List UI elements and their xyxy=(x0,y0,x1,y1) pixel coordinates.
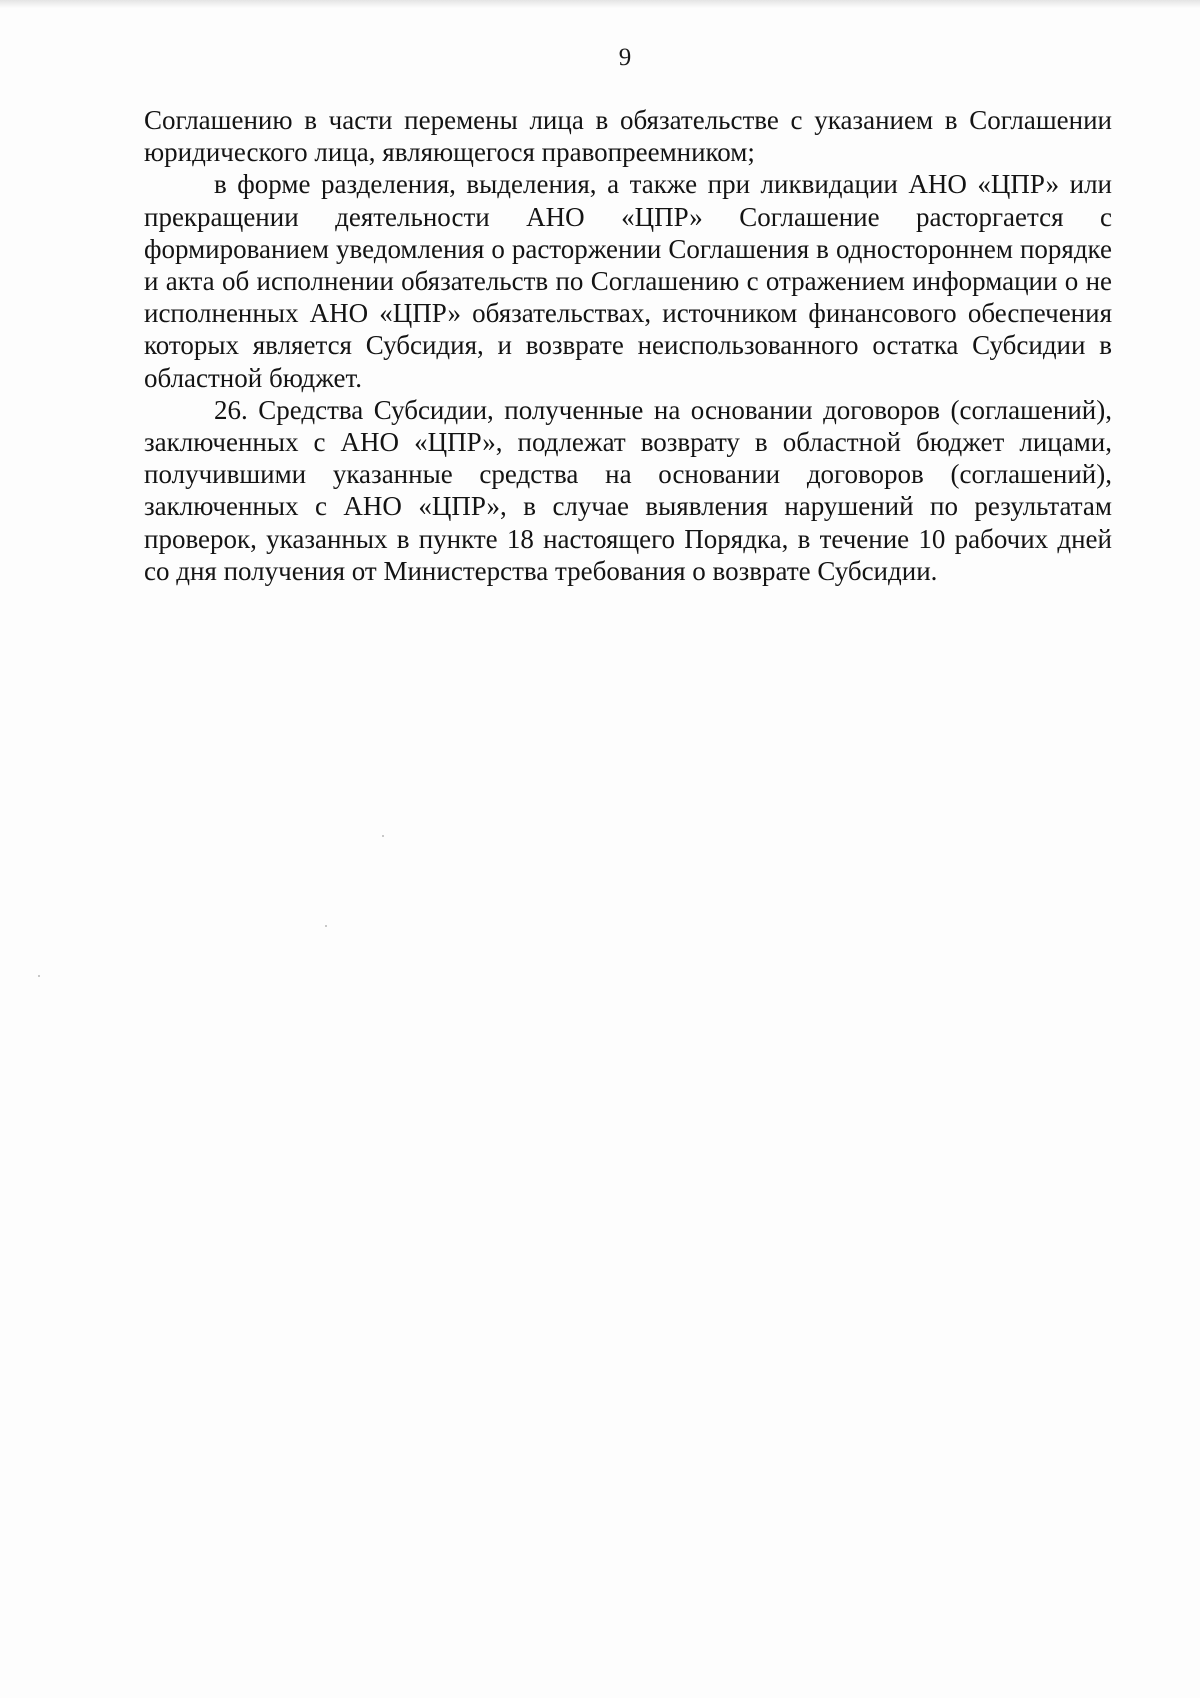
paragraph-continuation: Соглашению в части перемены лица в обязательстве с указанием в Соглашении юридического лица, являющегося правопреемником; xyxy=(144,105,1112,168)
document-body xyxy=(144,104,1112,587)
scan-speck xyxy=(325,925,327,927)
scan-speck xyxy=(38,975,40,977)
scan-edge xyxy=(0,0,1200,8)
scan-speck xyxy=(382,835,384,837)
paragraph-reorganization: в форме разделения, выделения, а также при ликвидации АНО «ЦПР» или прекращении деятельности АНО «ЦПР» Соглашение расторгается с формированием уведомления о расторжении Соглашения в одностороннем порядке и акта об исполнении обязательств по Соглашению с отражением информации о не исполненных АНО «ЦПР» обязательствах, источником финансового обеспечения которых является Субсидия, и возврате неиспользованного остатка Субсидии в областной бюджет. xyxy=(144,169,1112,393)
page-number: 9 xyxy=(618,44,632,71)
paragraph-item-26: 26. Средства Субсидии, полученные на основании договоров (соглашений), заключенных с АНО «ЦПР», подлежат возврату в областной бюджет лицами, получившими указанные средства на основании договоров (соглашений), заключенных с АНО «ЦПР», в случае выявления нарушений по результатам проверок, указанных в пункте 18 настоящего Порядка, в течение 10 рабочих дней со дня получения от Министерства требования о возврате Субсидии. xyxy=(144,394,1112,586)
